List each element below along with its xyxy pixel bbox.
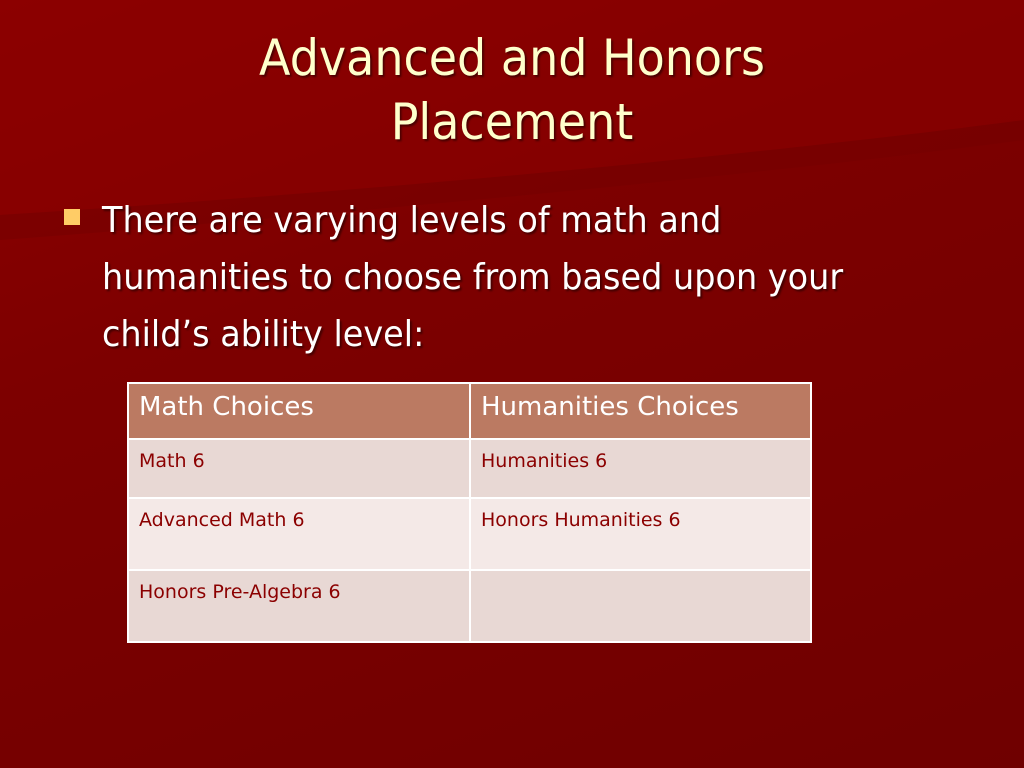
title-line-2: Placement	[390, 93, 634, 151]
square-bullet-icon	[64, 209, 80, 225]
slide-title	[96, 26, 928, 154]
header-math-choices: Math Choices	[128, 383, 470, 439]
table-header-row	[128, 383, 811, 439]
table-cell: Math 6	[128, 439, 470, 498]
choices-table	[127, 382, 812, 643]
bullet-text: There are varying levels of math and humanities to choose from based upon your child’s ability level:	[102, 200, 844, 355]
table-cell: Humanities 6	[470, 439, 811, 498]
table-cell: Honors Pre-Algebra 6	[128, 570, 470, 642]
header-humanities-choices: Humanities Choices	[470, 383, 811, 439]
table-row	[128, 498, 811, 570]
table-row	[128, 439, 811, 498]
bullet-item	[64, 192, 924, 363]
table-cell: Honors Humanities 6	[470, 498, 811, 570]
table-row	[128, 570, 811, 642]
title-line-1: Advanced and Honors	[259, 29, 765, 87]
table-cell	[470, 570, 811, 642]
table-cell: Advanced Math 6	[128, 498, 470, 570]
